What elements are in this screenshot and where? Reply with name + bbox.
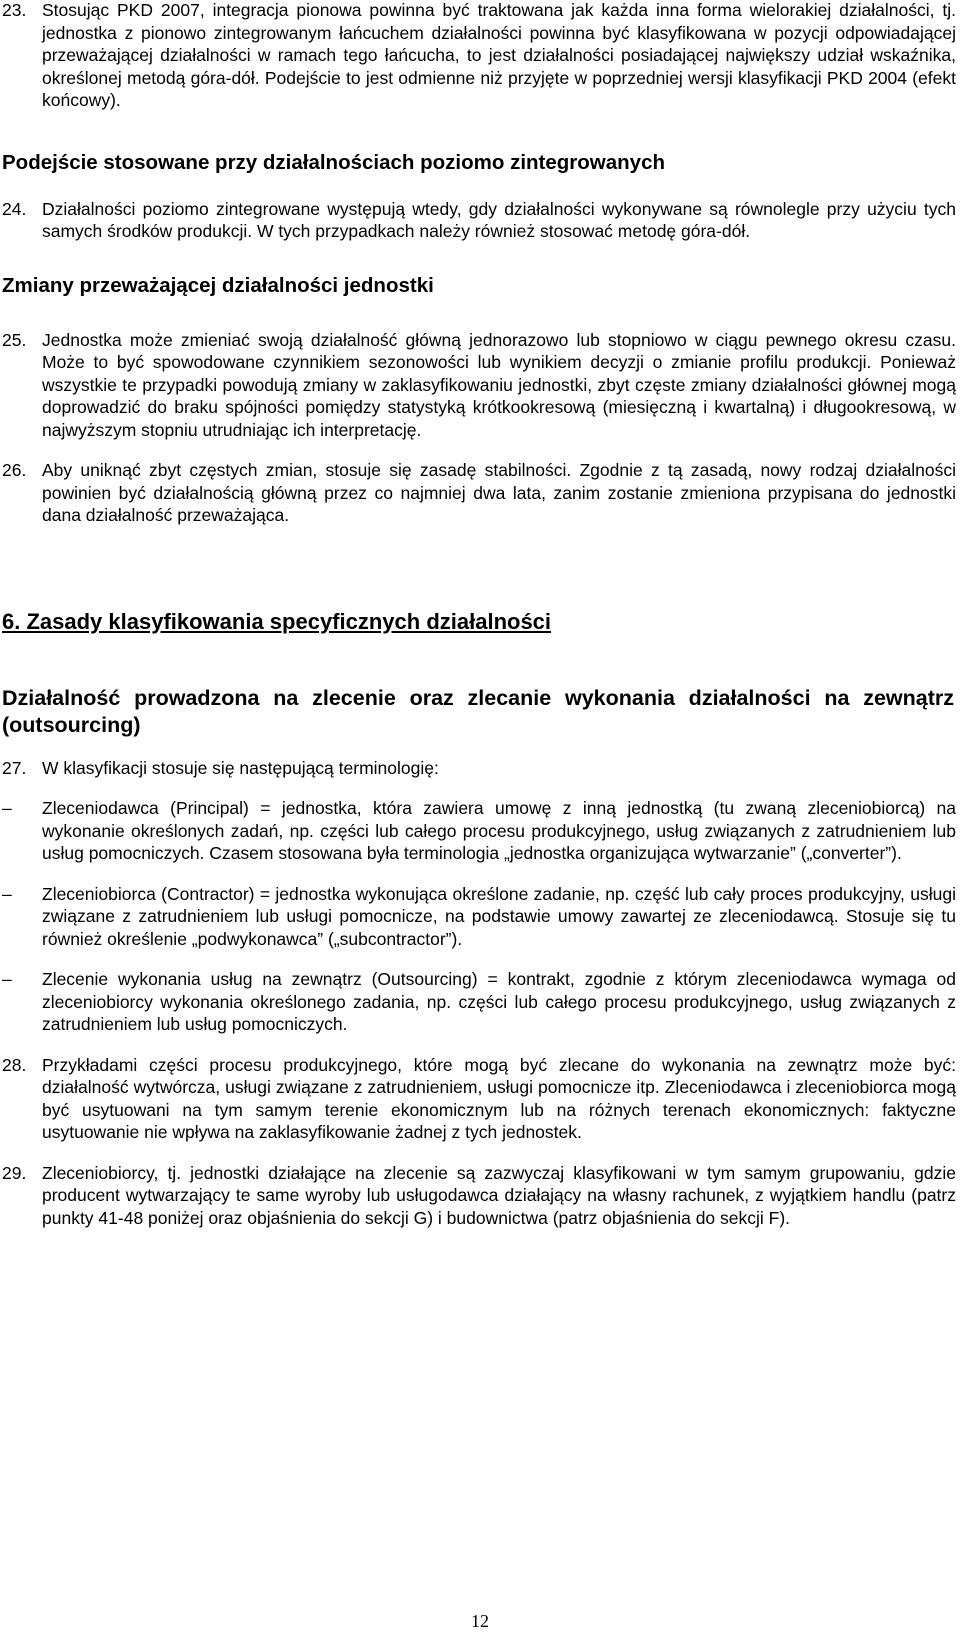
dash-bullet: –: [2, 798, 12, 818]
heading-horizontal-integration: Podejście stosowane przy działalnościach poziomo zintegrowanych: [2, 150, 665, 174]
paragraph-number: 28.: [2, 1054, 27, 1075]
paragraph-text: Aby uniknąć zbyt częstych zmian, stosuje się zasadę stabilności. Zgodnie z tą zasadą, nowy rodzaj działalności powinien być działalnością główną przez co najmniej dwa lata, zanim zostanie zmieniona przypisana do jednostki dana działalność przeważająca.: [42, 460, 956, 525]
paragraph-text: W klasyfikacji stosuje się następującą terminologię:: [42, 757, 439, 778]
list-item-outsourcing: [2, 968, 956, 1036]
paragraph-text: Stosując PKD 2007, integracja pionowa powinna być traktowana jak każda inna forma wielorakiej działalności, tj. jednostka z pionowo zintegrowanym łańcuchem działalności powinna być klasyfikowana w pozycji odpowiadającej przeważającej działalności w ramach tego łańcucha, to jest działalności posiadającej największy udział wskaźnika, określonej metodą góra-dół. Podejście to jest odmienne niż przyjęte w poprzedniej wersji klasyfikacji PKD 2004 (efekt końcowy).: [42, 0, 956, 110]
paragraph-text: Działalności poziomo zintegrowane występują wtedy, gdy działalności wykonywane są równolegle przy użyciu tych samych środków produkcji. W tych przypadkach należy również stosować metodę góra-dół.: [42, 198, 956, 241]
paragraph-number: 29.: [2, 1162, 27, 1183]
paragraph-number: 24.: [2, 198, 27, 219]
paragraph-text: Jednostka może zmieniać swoją działalność główną jednorazowo lub stopniowo w ciągu pewnego okresu czasu. Może to być spowodowane czynnikiem sezonowości lub wynikiem decyzji o zmianie profilu produkcji. Ponieważ wszystkie te przypadki powodują zmiany w zaklasyfikowaniu jednostki, zbyt częste zmiany działalności głównej mogą doprowadzić do braku spójności pomiędzy statystyką krótkookresową (miesięczną i kwartalną) i długookresową, w najwyższym stopniu utrudniając ich interpretację.: [42, 329, 956, 440]
paragraph-23: [2, 0, 956, 112]
paragraph-25: [2, 329, 956, 442]
list-item-text: Zleceniodawca (Principal) = jednostka, która zawiera umowę z inną jednostką (tu zwaną zleceniobiorcą) na wykonanie określonych zadań, np. części lub całego procesu produkcyjnego, usług związanych z zatrudnieniem lub usług pomocniczych. Czasem stosowana była terminologia „jednostka organizująca wytwarzanie” („converter”).: [42, 798, 956, 863]
paragraph-text: Zleceniobiorcy, tj. jednostki działające na zlecenie są zazwyczaj klasyfikowani w tym samym grupowaniu, gdzie producent wytwarzający te same wyroby lub usługodawca działający na własny rachunek, z wyjątkiem handlu (patrz punkty 41-48 poniżej oraz objaśnienia do sekcji G) i budownictwa (patrz objaśnienia do sekcji F).: [42, 1162, 956, 1228]
paragraph-24: [2, 198, 956, 243]
paragraph-number: 26.: [2, 460, 27, 480]
paragraph-number: 25.: [2, 329, 27, 350]
list-item-text: Zleceniobiorca (Contractor) = jednostka wykonująca określone zadanie, np. część lub cały proces produkcyjny, usługi związane z zatrudnieniem lub usługi pomocnicze, na podstawie umowy zawartej ze zleceniodawcą. Stosuje się tu również określenie „podwykonawca” („subcontractor”).: [42, 883, 956, 949]
heading-dominant-activity-changes: Zmiany przeważającej działalności jednostki: [2, 273, 434, 297]
dash-bullet: –: [2, 883, 12, 904]
list-item-principal: [2, 797, 956, 865]
dash-bullet: –: [2, 969, 12, 989]
heading-outsourcing: Działalność prowadzona na zlecenie oraz zlecanie wykonania działalności na zewnątrz (outsourcing): [2, 685, 954, 737]
paragraph-29: [2, 1162, 956, 1230]
paragraph-27: [2, 757, 956, 780]
paragraph-text: Przykładami części procesu produkcyjnego, które mogą być zlecane do wykonania na zewnątrz może być: działalność wytwórcza, usługi związane z zatrudnieniem, usługi pomocnicze itp. Zleceniodawca i zleceniobiorca mogą być usytuowani na tym samym terenie ekonomicznym lub na różnych terenach ekonomicznych: faktyczne usytuowanie nie wpływa na zaklasyfikowanie żadnej z tych jednostek.: [42, 1054, 956, 1142]
paragraph-28: [2, 1054, 956, 1144]
paragraph-26: [2, 459, 956, 527]
list-item-text: Zlecenie wykonania usług na zewnątrz (Outsourcing) = kontrakt, zgodnie z którym zleceniodawca wymaga od zleceniobiorcy wykonania określonego zadania, np. części lub całego procesu produkcyjnego, usług związanych z zatrudnieniem lub usług pomocniczych.: [42, 969, 956, 1034]
section-heading: 6. Zasady klasyfikowania specyficznych działalności: [2, 608, 552, 634]
paragraph-number: 27.: [2, 757, 27, 778]
page-number: 12: [471, 1611, 489, 1631]
list-item-contractor: [2, 883, 956, 951]
paragraph-number: 23.: [2, 0, 27, 20]
